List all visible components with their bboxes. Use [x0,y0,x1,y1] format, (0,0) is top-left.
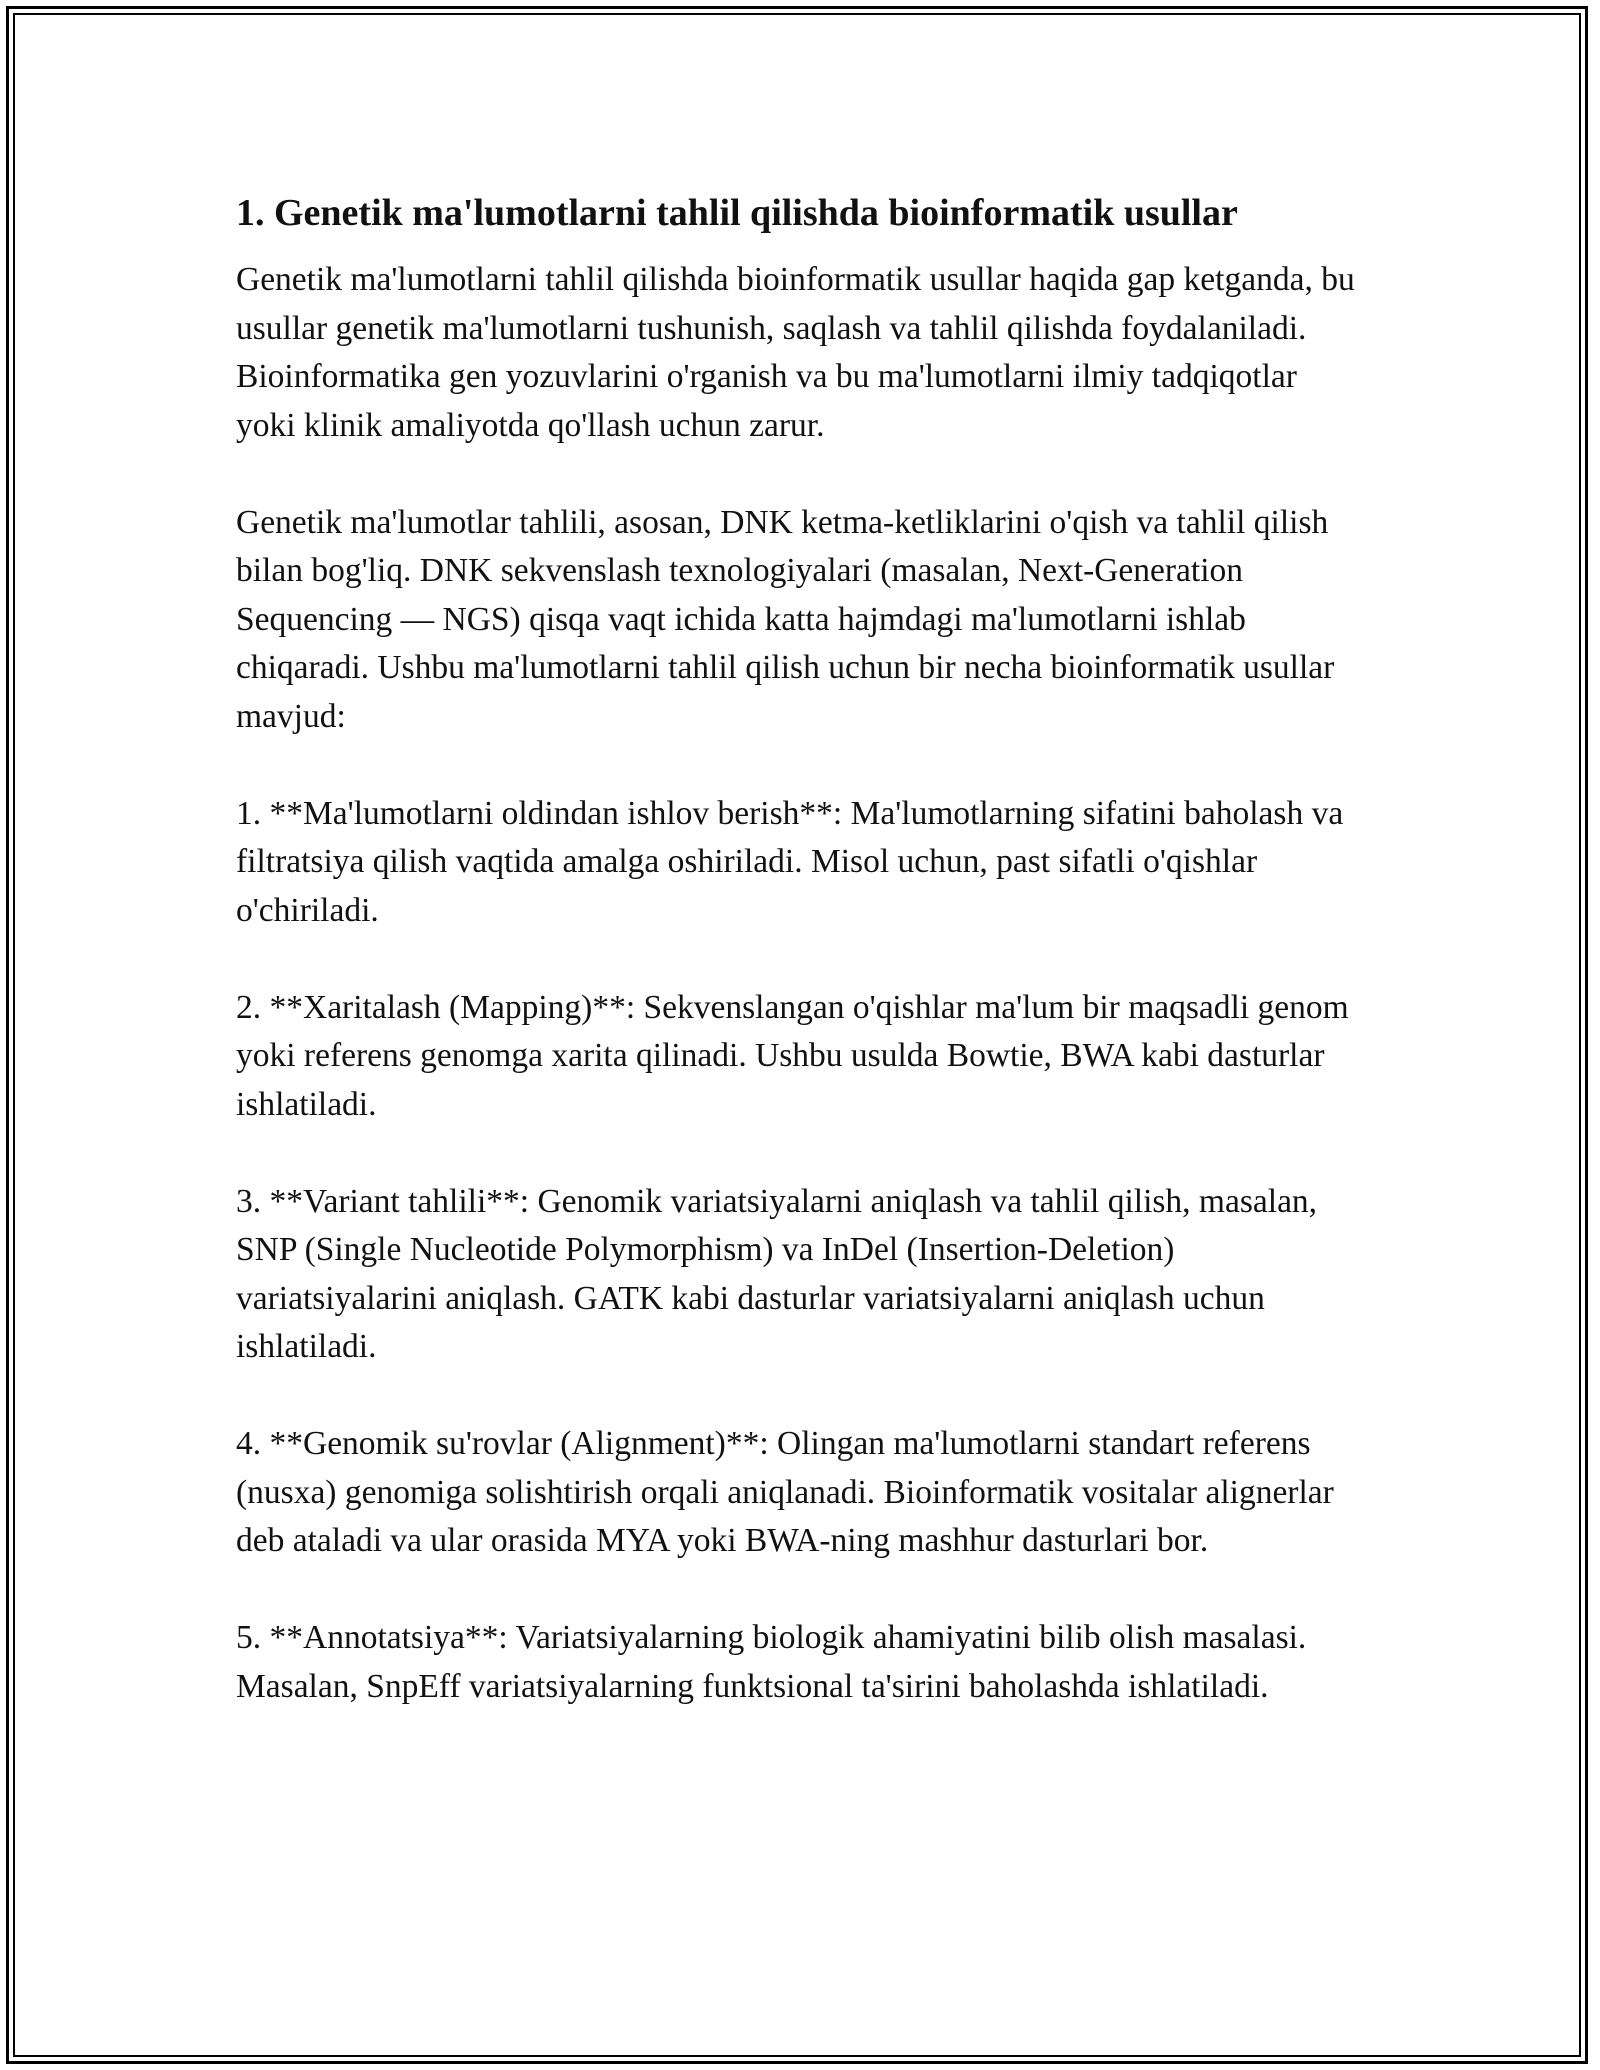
list-item-alignment: 4. **Genomik su'rovlar (Alignment)**: Olingan ma'lumotlarni standart referens (nusxa) genomiga solishtirish orqali aniqlanadi. Bioinformatik vositalar alignerlar deb ataladi va ular orasida MYA yoki BWA-ning mashhur dasturlari bor. [236,1425,1334,1559]
list-item-annotation: 5. **Annotatsiya**: Variatsiyalarning biologik ahamiyatini bilib olish masalasi. Masalan, SnpEff variatsiyalarning funktsional ta'sirini baholashda ishlatiladi. [236,1619,1307,1705]
list-item-variant-analysis: 3. **Variant tahlili**: Genomik variatsiyalarni aniqlash va tahlil qilish, masalan, SNP (Single Nucleotide Polymorphism) va InDel (Insertion-Deletion) variatsiyalarini aniqlash. GATK kabi dasturlar variatsiyalarni aniqlash uchun ishlatiladi. [236,1182,1318,1365]
list-item-mapping: 2. **Xaritalash (Mapping)**: Sekvenslangan o'qishlar ma'lum bir maqsadli genom yoki referens genomga xarita qilinadi. Ushbu usulda Bowtie, BWA kabi dasturlar ishlatiladi. [236,988,1349,1123]
document-title: 1. Genetik ma'lumotlarni tahlil qilishda bioinformatik usullar [236,192,1238,234]
intro-paragraph: Genetik ma'lumotlarni tahlil qilishda bioinformatik usullar haqida gap ketganda, bu usullar genetik ma'lumotlarni tushunish, saqlash va tahlil qilishda foydalaniladi. Bioinformatika gen yozuvlarini o'rganish va bu ma'lumotlarni ilmiy tadqiqotlar yoki klinik amaliyotda qo'llash uchun zarur. [236,261,1355,444]
list-item-preprocessing: 1. **Ma'lumotlarni oldindan ishlov berish**: Ma'lumotlarning sifatini baholash va filtratsiya qilish vaqtida amalga oshiriladi. Misol uchun, past sifatli o'qishlar o'chiriladi. [236,794,1344,929]
document-body [236,188,1364,1711]
analysis-paragraph: Genetik ma'lumotlar tahlili, asosan, DNK ketma-ketliklarini o'qish va tahlil qilish bilan bog'liq. DNK sekvenslash texnologiyalari (masalan, Next-Generation Sequencing — NGS) qisqa vaqt ichida katta hajmdagi ma'lumotlarni ishlab chiqaradi. Ushbu ma'lumotlarni tahlil qilish uchun bir necha bioinformatik usullar mavjud: [236,503,1335,735]
